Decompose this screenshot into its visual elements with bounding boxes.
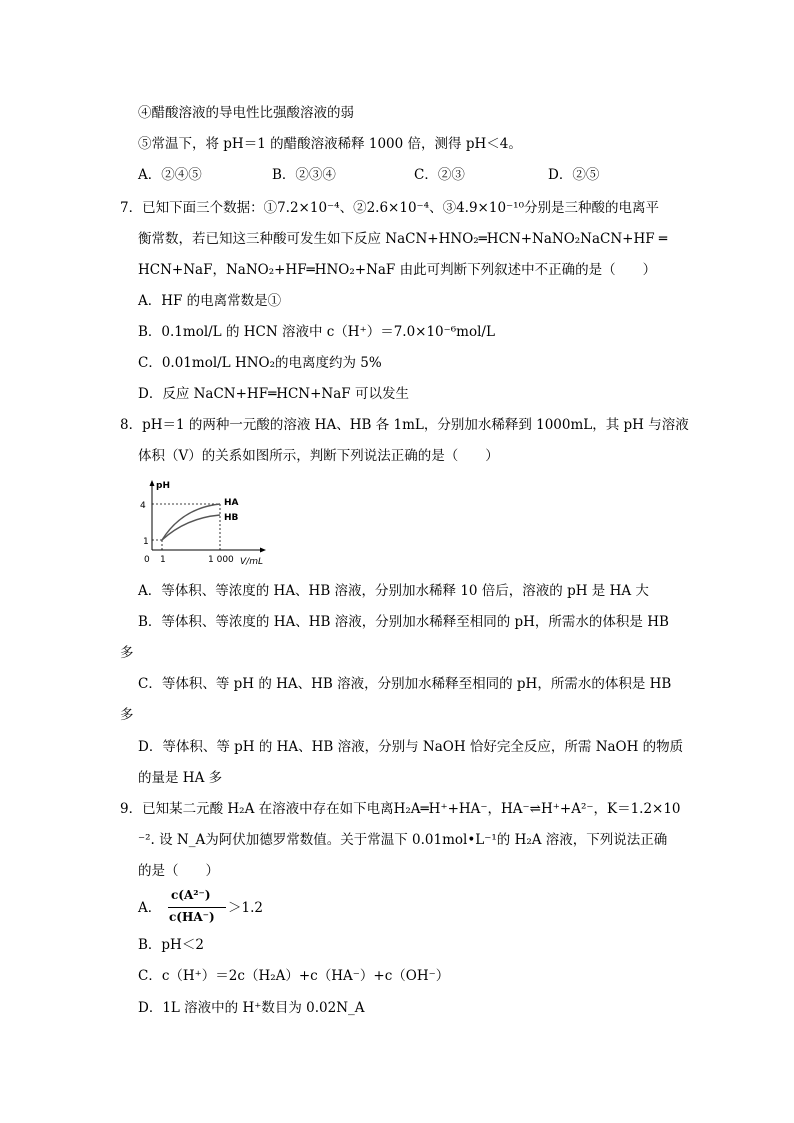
- q9-option-a-prefix: A．: [138, 900, 162, 916]
- q7-stem-line1: 7．已知下面三个数据：①7.2×10⁻⁴、②2.6×10⁻⁴、③4.9×10⁻¹⁰分别是三种酸的电离平: [120, 200, 659, 216]
- q6-option-d: D．②⑤: [548, 167, 600, 183]
- x-axis-arrow: [260, 548, 266, 553]
- q9-option-a-fraction: [168, 886, 228, 930]
- q7-option-c: C．0.01mol/L HNO₂的电离度约为 5%: [138, 355, 382, 371]
- q6-item-5: ⑤常温下，将 pH＝1 的醋酸溶液稀释 1000 倍，测得 pH＜4。: [138, 136, 522, 152]
- hb-label: HB: [224, 513, 239, 523]
- q8-option-b-line1: B．等体积、等浓度的 HA、HB 溶液，分别加水稀释至相同的 pH，所需水的体积是 HB: [138, 614, 669, 630]
- ha-label: HA: [224, 498, 239, 508]
- q8-option-d-line2: 的量是 HA 多: [138, 770, 223, 786]
- q8-option-c-line1: C．等体积、等 pH 的 HA、HB 溶液，分别加水稀释至相同的 pH，所需水的体积是 HB: [138, 676, 672, 692]
- q6-item-4: ④醋酸溶液的导电性比强酸溶液的弱: [138, 105, 354, 121]
- fraction-numerator: c(A²⁻): [171, 888, 211, 902]
- q8-option-c-line2: 多: [120, 707, 134, 723]
- y-axis-arrow: [150, 480, 155, 486]
- q8-option-a: A．等体积、等浓度的 HA、HB 溶液，分别加水稀释 10 倍后，溶液的 pH 是 HA 大: [138, 583, 649, 599]
- q8-stem-line2: 体积（V）的关系如图所示，判断下列说法正确的是（ ）: [138, 448, 499, 464]
- q9-stem-line3: 的是（ ）: [138, 863, 219, 879]
- ph-dilution-graph: [136, 478, 276, 570]
- q7-option-b: B．0.1mol/L 的 HCN 溶液中 c（H⁺）＝7.0×10⁻⁶mol/L: [138, 324, 495, 340]
- q9-option-a-suffix: ＞1.2: [228, 900, 263, 916]
- y-tick-4: 4: [140, 501, 146, 511]
- q9-option-c: C．c（H⁺）＝2c（H₂A）+c（HA⁻）+c（OH⁻）: [138, 968, 450, 984]
- q7-option-a: A．HF 的电离常数是①: [138, 293, 282, 309]
- q8-option-b-line2: 多: [120, 645, 134, 661]
- fraction-bar: [168, 907, 226, 908]
- q8-stem-line1: 8．pH＝1 的两种一元酸的溶液 HA、HB 各 1mL，分别加水稀释到 1000mL，其 pH 与溶液: [120, 417, 689, 433]
- y-axis-label: pH: [156, 481, 170, 491]
- q9-stem-line1: 9．已知某二元酸 H₂A 在溶液中存在如下电离H₂A═H⁺+HA⁻，HA⁻⇌H⁺+A²⁻，K＝1.2×10: [120, 801, 681, 817]
- q6-option-c: C．②③: [414, 167, 465, 183]
- q6-option-a: A．②④⑤: [138, 167, 202, 183]
- y-tick-1: 1: [143, 537, 149, 547]
- fraction-denominator: c(HA⁻): [169, 910, 215, 924]
- q9-option-d: D．1L 溶液中的 H⁺数目为 0.02N_A: [138, 1000, 365, 1016]
- q8-option-d-line1: D．等体积、等 pH 的 HA、HB 溶液，分别与 NaOH 恰好完全反应，所需 NaOH 的物质: [138, 739, 684, 755]
- q9-option-b: B．pH＜2: [138, 937, 204, 953]
- x-tick-1000: 1 000: [208, 555, 234, 565]
- q6-option-b: B．②③④: [272, 167, 336, 183]
- q9-stem-line2: ⁻². 设 N_A为阿伏加德罗常数值。关于常温下 0.01mol•L⁻¹的 H₂A 溶液，下列说法正确: [138, 832, 668, 848]
- q7-stem-line2: 衡常数，若已知这三种酸可发生如下反应 NaCN+HNO₂═HCN+NaNO₂NaCN+HF ═: [138, 231, 668, 247]
- x-tick-1: 1: [160, 555, 166, 565]
- q7-option-d: D．反应 NaCN+HF═HCN+NaF 可以发生: [138, 386, 409, 402]
- x-axis-label: V/mL: [240, 557, 263, 567]
- q6-options: [138, 165, 738, 185]
- q7-stem-line3: HCN+NaF，NaNO₂+HF═HNO₂+NaF 由此可判断下列叙述中不正确的是（ ）: [138, 262, 657, 278]
- x-tick-0: 0: [144, 555, 150, 565]
